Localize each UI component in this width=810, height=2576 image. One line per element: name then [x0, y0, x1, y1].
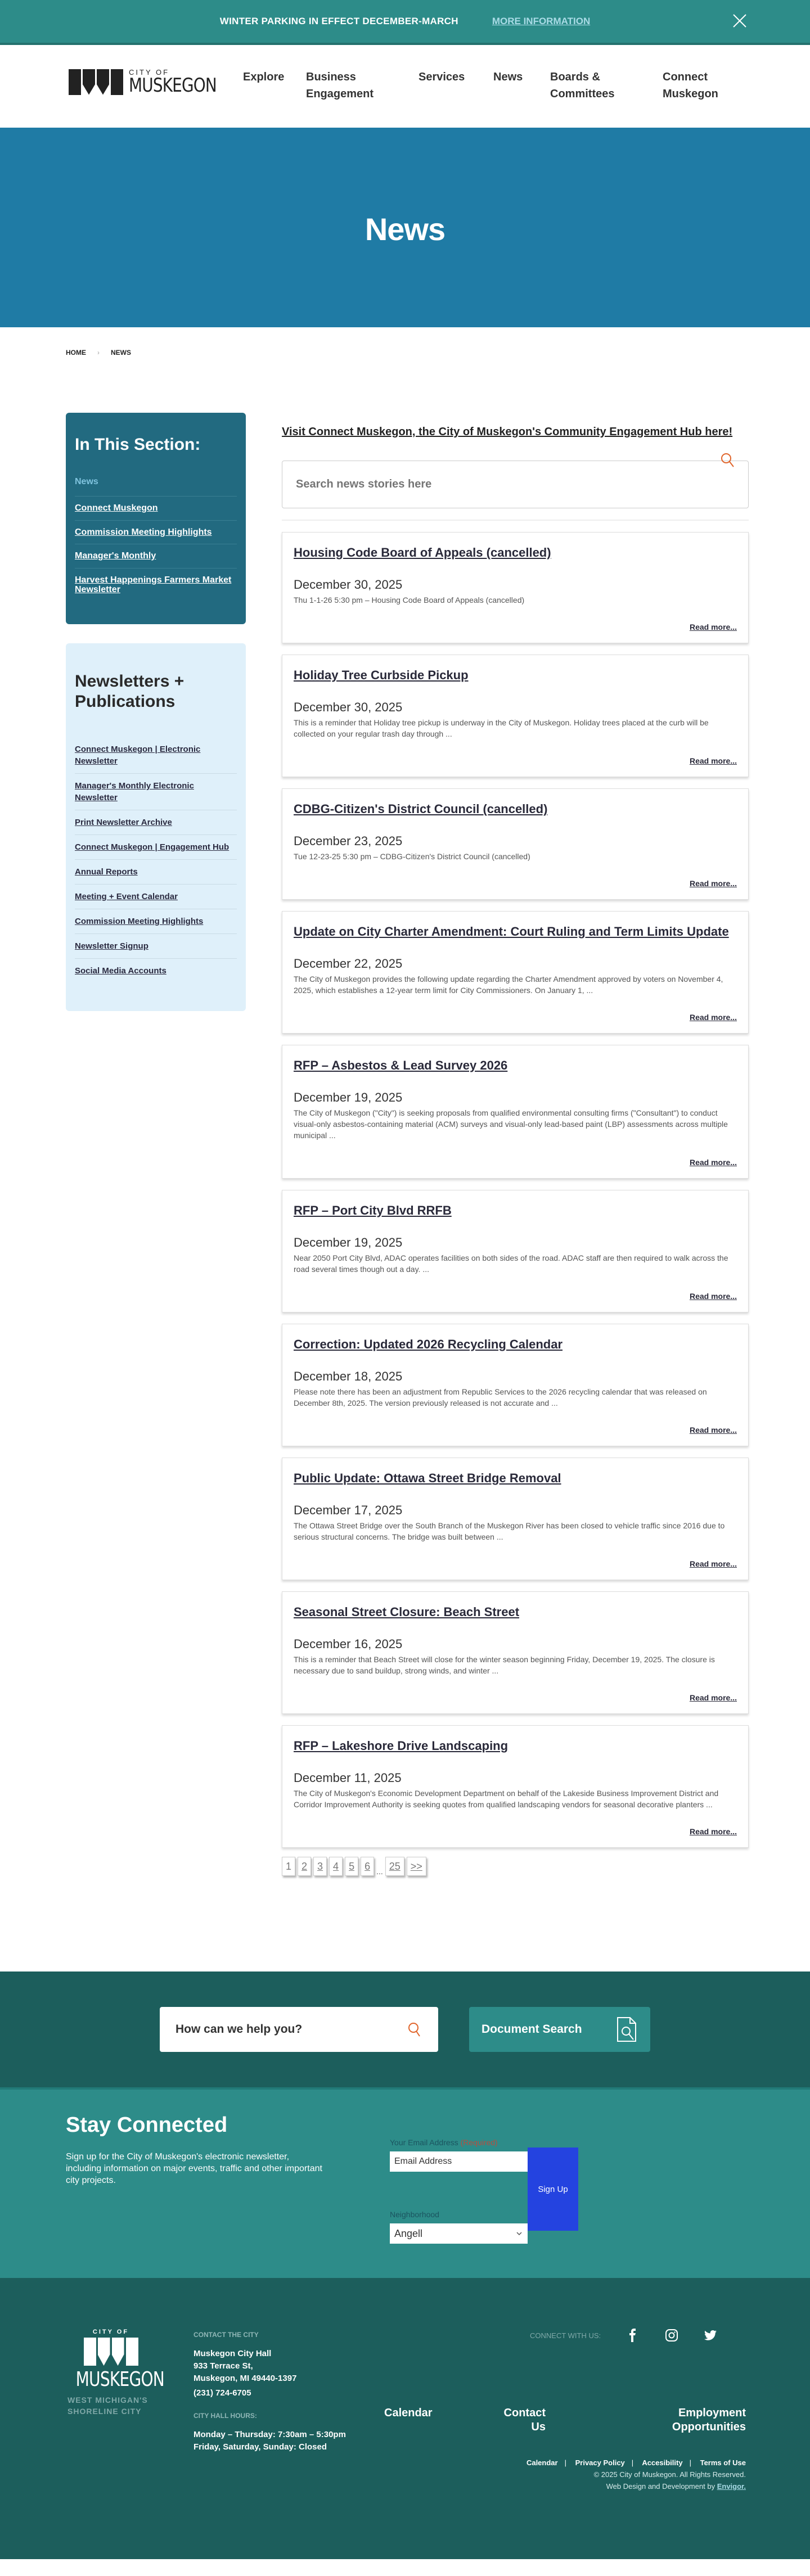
footer-link-employment[interactable]: Employment Opportunities — [672, 2407, 746, 2433]
news-excerpt: The City of Muskegon ("City") is seeking proposals from qualified environmental consulting firms ("Consultant") to conduct visual-only asbestos-containing material (ACM) surveys and visual-only lead-based paint (LBP) assessments across multiple municipal ... — [294, 1108, 728, 1140]
pub-link-print-archive[interactable]: Print Newsletter Archive — [75, 810, 237, 835]
document-search-label: Document Search — [482, 2023, 582, 2036]
neighborhood-select[interactable] — [390, 2223, 528, 2244]
pub-link-commission-highlights[interactable]: Commission Meeting Highlights — [75, 909, 237, 934]
news-excerpt: The City of Muskegon provides the following update regarding the Charter Amendment approved by voters on November 4, 2025, which establishes a 12-year term limit for City Commissioners. On January 1, ... — [294, 975, 723, 995]
page-title: News — [364, 211, 446, 247]
page-last[interactable]: 25 — [385, 1857, 404, 1876]
news-excerpt: The Ottawa Street Bridge over the South Branch of the Muskegon River has been closed to vehicle traffic since 2016 due to serious structural concerns. The bridge was built between ... — [294, 1521, 725, 1541]
breadcrumb-separator-icon: › — [97, 349, 100, 357]
close-icon[interactable] — [731, 12, 748, 29]
chevron-down-icon — [516, 2231, 522, 2236]
page-3[interactable]: 3 — [313, 1857, 327, 1876]
hours-weekend: Friday, Saturday, Sunday: Closed — [194, 2442, 327, 2452]
news-title-link[interactable]: Housing Code Board of Appeals (cancelled) — [294, 545, 551, 560]
newsletter-form — [390, 2090, 578, 2278]
publications-box — [66, 643, 246, 1011]
footer-contact — [194, 2329, 346, 2453]
publications-heading: Newsletters + Publications — [75, 671, 184, 711]
contact-heading: CONTACT THE CITY — [194, 2331, 259, 2339]
news-excerpt: This is a reminder that Beach Street will close for the winter season beginning Friday, December 19, 2025. The closure is necessary due to sand buildup, strong winds, and winter ... — [294, 1655, 715, 1675]
news-title-link[interactable]: CDBG-Citizen's District Council (cancelled) — [294, 802, 548, 816]
nav-services[interactable]: Services — [418, 71, 465, 83]
logo-mark-icon — [69, 69, 123, 95]
address-line-3: Muskegon, MI 49440-1397 — [194, 2374, 297, 2383]
credit: Web Design and Development by Envigor. — [606, 2482, 746, 2491]
news-title-link[interactable]: Update on City Charter Amendment: Court Ruling and Term Limits Update — [294, 924, 729, 939]
news-title-link[interactable]: Holiday Tree Curbside Pickup — [294, 668, 469, 682]
news-card — [282, 1324, 749, 1446]
news-excerpt: Tue 12-23-25 5:30 pm – CDBG-Citizen's District Council (cancelled) — [294, 852, 530, 861]
envigor-link[interactable]: Envigor. — [717, 2482, 746, 2491]
read-more-link[interactable]: Read more... — [689, 1827, 737, 1836]
news-date: December 30, 2025 — [294, 578, 403, 592]
news-date: December 19, 2025 — [294, 1235, 403, 1249]
sidebar — [66, 413, 246, 1876]
logo-small: CITY OF — [129, 68, 170, 76]
address-line-1: Muskegon City Hall — [194, 2349, 272, 2358]
alert-banner — [0, 0, 810, 45]
news-excerpt: The City of Muskegon's Economic Development Department on behalf of the Lakeside Business Improvement District and Corridor Improvement Authority is seeking quotes from qualified landscaping vendors for seasonal decorative planters ... — [294, 1789, 719, 1809]
read-more-link[interactable]: Read more... — [689, 1158, 737, 1167]
neighborhood-label: Neighborhood — [390, 2210, 439, 2219]
news-card — [282, 1591, 749, 1714]
nav-news[interactable]: News — [493, 71, 523, 83]
pub-link-engagement-hub[interactable]: Connect Muskegon | Engagement Hub — [75, 835, 237, 860]
search-icon[interactable] — [407, 2021, 422, 2038]
document-search-button[interactable] — [469, 2007, 650, 2052]
engagement-hub-link[interactable]: Visit Connect Muskegon, the City of Muskegon's Community Engagement Hub here! — [282, 426, 733, 438]
sidebar-item-managers-monthly[interactable]: Manager's Monthly — [75, 544, 237, 569]
footer-tagline: WEST MICHIGAN'S SHORELINE CITY — [68, 2395, 148, 2416]
email-label: Your Email Address (Required) — [390, 2138, 498, 2147]
logo-big: MUSKEGON — [129, 74, 217, 97]
site-search-input[interactable] — [160, 2007, 438, 2052]
news-card — [282, 1045, 749, 1179]
section-heading: In This Section: — [75, 435, 201, 454]
read-more-link[interactable]: Read more... — [689, 1559, 737, 1568]
nav-boards-committees[interactable]: Boards & Committees — [550, 71, 615, 100]
legal-terms[interactable]: Terms of Use — [700, 2458, 746, 2467]
copyright: © 2025 City of Muskegon. All Rights Reserved. — [593, 2470, 746, 2479]
nav-connect-muskegon[interactable]: Connect Muskegon — [663, 71, 718, 100]
read-more-link[interactable]: Read more... — [689, 756, 737, 765]
sign-up-button[interactable]: Sign Up — [528, 2148, 578, 2231]
news-card — [282, 532, 749, 643]
breadcrumb-current: NEWS — [111, 349, 131, 357]
more-information-link[interactable]: MORE INFORMATION — [492, 16, 591, 26]
nav-business-engagement[interactable]: Business Engagement — [306, 71, 374, 100]
instagram-icon[interactable] — [665, 2329, 678, 2342]
page-1[interactable]: 1 — [282, 1857, 295, 1876]
site-header — [0, 45, 810, 130]
news-card — [282, 788, 749, 900]
news-date: December 30, 2025 — [294, 700, 403, 714]
alert-text: WINTER PARKING IN EFFECT DECEMBER-MARCH — [219, 16, 458, 26]
footer-link-calendar[interactable]: Calendar — [384, 2407, 433, 2419]
divider — [282, 520, 749, 521]
news-excerpt: Please note there has been an adjustment from Republic Services to the 2026 recycling calendar that was released on December 8th, 2025. The version previously released is not accurate and ... — [294, 1387, 707, 1407]
page-4[interactable]: 4 — [329, 1857, 343, 1876]
page-5[interactable]: 5 — [345, 1857, 358, 1876]
sidebar-item-connect-muskegon[interactable]: Connect Muskegon — [75, 497, 237, 521]
neighborhood-value: Angell — [394, 2227, 423, 2239]
page-6[interactable]: 6 — [361, 1857, 374, 1876]
news-title-link[interactable]: RFP – Lakeshore Drive Landscaping — [294, 1739, 508, 1753]
read-more-link[interactable]: Read more... — [689, 1013, 737, 1022]
main-nav — [243, 69, 747, 102]
breadcrumb-home[interactable]: HOME — [66, 349, 86, 357]
site-search-placeholder: How can we help you? — [176, 2023, 303, 2036]
pub-link-connect-newsletter[interactable]: Connect Muskegon | Electronic Newsletter — [75, 737, 237, 774]
sidebar-item-harvest-happenings[interactable]: Harvest Happenings Farmers Market Newsletter — [75, 575, 232, 595]
sidebar-item-commission-highlights[interactable]: Commission Meeting Highlights — [75, 521, 237, 545]
hero-banner — [0, 130, 810, 327]
legal-calendar[interactable]: Calendar — [526, 2458, 558, 2467]
legal-privacy[interactable]: Privacy Policy — [575, 2458, 625, 2467]
news-card — [282, 1190, 749, 1312]
connect-label: CONNECT WITH US: — [530, 2331, 601, 2340]
social-links — [530, 2329, 742, 2342]
news-date: December 22, 2025 — [294, 957, 403, 971]
page-gap: ... — [376, 1867, 383, 1876]
required-marker: (Required) — [460, 2138, 498, 2147]
pub-link-event-calendar[interactable]: Meeting + Event Calendar — [75, 885, 237, 909]
news-title-link[interactable]: RFP – Asbestos & Lead Survey 2026 — [294, 1058, 508, 1072]
news-date: December 23, 2025 — [294, 834, 403, 848]
site-search-bar — [0, 1972, 810, 2090]
news-search — [282, 461, 749, 508]
legal-accessibility[interactable]: Accesibility — [642, 2458, 683, 2467]
read-more-link[interactable]: Read more... — [689, 1425, 737, 1434]
footer-link-contact-us[interactable]: Contact Us — [503, 2407, 546, 2433]
search-icon[interactable] — [719, 452, 736, 468]
stay-connected-section — [0, 2090, 810, 2278]
twitter-icon[interactable] — [704, 2329, 717, 2342]
phone-link[interactable]: (231) 724-6705 — [194, 2388, 251, 2398]
news-date: December 19, 2025 — [294, 1090, 403, 1104]
news-title-link[interactable]: RFP – Port City Blvd RRFB — [294, 1203, 452, 1217]
facebook-icon[interactable] — [626, 2329, 640, 2342]
pub-link-managers-newsletter[interactable]: Manager's Monthly Electronic Newsletter — [75, 774, 237, 810]
news-search-input[interactable] — [282, 461, 749, 508]
hours-heading: CITY HALL HOURS: — [194, 2412, 257, 2420]
read-more-link[interactable]: Read more... — [689, 1693, 737, 1702]
news-card — [282, 1725, 749, 1848]
news-content — [282, 413, 749, 1876]
news-date: December 18, 2025 — [294, 1369, 403, 1383]
email-field[interactable]: Email Address — [390, 2151, 528, 2172]
news-date: December 16, 2025 — [294, 1637, 403, 1651]
in-this-section-box — [66, 413, 246, 624]
address-line-2: 933 Terrace St, — [194, 2361, 253, 2371]
pagination — [282, 1857, 749, 1876]
footer-legal: Calendar | Privacy Policy | Accesibility | Terms of Use © 2025 City of Muskegon. All Rights Reserved. Web Design and Development by Envigor. — [526, 2457, 746, 2492]
news-card — [282, 911, 749, 1034]
logo-mark-icon — [66, 2338, 156, 2366]
news-title-link[interactable]: Seasonal Street Closure: Beach Street — [294, 1605, 520, 1619]
breadcrumb — [0, 327, 810, 357]
footer-logo[interactable]: CITY OF MUSKEGON WEST MICHIGAN'S SHORELINE CITY — [66, 2329, 156, 2417]
news-date: December 11, 2025 — [294, 1771, 402, 1785]
pub-link-newsletter-signup[interactable]: Newsletter Signup — [75, 934, 237, 959]
read-more-link[interactable]: Read more... — [689, 879, 737, 888]
news-title-link[interactable]: Public Update: Ottawa Street Bridge Removal — [294, 1471, 561, 1485]
page-next[interactable]: >> — [407, 1857, 426, 1876]
pub-link-annual-reports[interactable]: Annual Reports — [75, 860, 237, 885]
main-area — [0, 357, 810, 1876]
logo[interactable] — [69, 69, 237, 95]
stay-connected-heading: Stay Connected — [66, 2113, 228, 2137]
stay-connected-text: Sign up for the City of Muskegon's electronic newsletter, including information on major events, traffic and other important city projects. — [66, 2152, 322, 2185]
news-excerpt: Thu 1-1-26 5:30 pm – Housing Code Board of Appeals (cancelled) — [294, 595, 525, 604]
news-excerpt: This is a reminder that Holiday tree pickup is underway in the City of Muskegon. Holiday trees placed at the curb will be collected on your regular trash day through ... — [294, 718, 709, 738]
site-footer — [0, 2278, 810, 2559]
read-more-link[interactable]: Read more... — [689, 1292, 737, 1301]
read-more-link[interactable]: Read more... — [689, 622, 737, 631]
document-search-icon — [615, 2016, 638, 2042]
news-excerpt: Near 2050 Port City Blvd, ADAC operates facilities on both sides of the road. ADAC staff are then required to walk across the road several times though out a day. ... — [294, 1253, 728, 1274]
news-card — [282, 655, 749, 777]
news-card — [282, 1458, 749, 1580]
news-title-link[interactable]: Correction: Updated 2026 Recycling Calendar — [294, 1337, 563, 1351]
pub-link-social-media[interactable]: Social Media Accounts — [75, 966, 166, 976]
sidebar-item-news[interactable]: News — [75, 477, 237, 497]
page-2[interactable]: 2 — [298, 1857, 311, 1876]
hours-weekday: Monday – Thursday: 7:30am – 5:30pm — [194, 2430, 346, 2439]
news-date: December 17, 2025 — [294, 1503, 403, 1517]
nav-explore[interactable]: Explore — [243, 71, 285, 83]
